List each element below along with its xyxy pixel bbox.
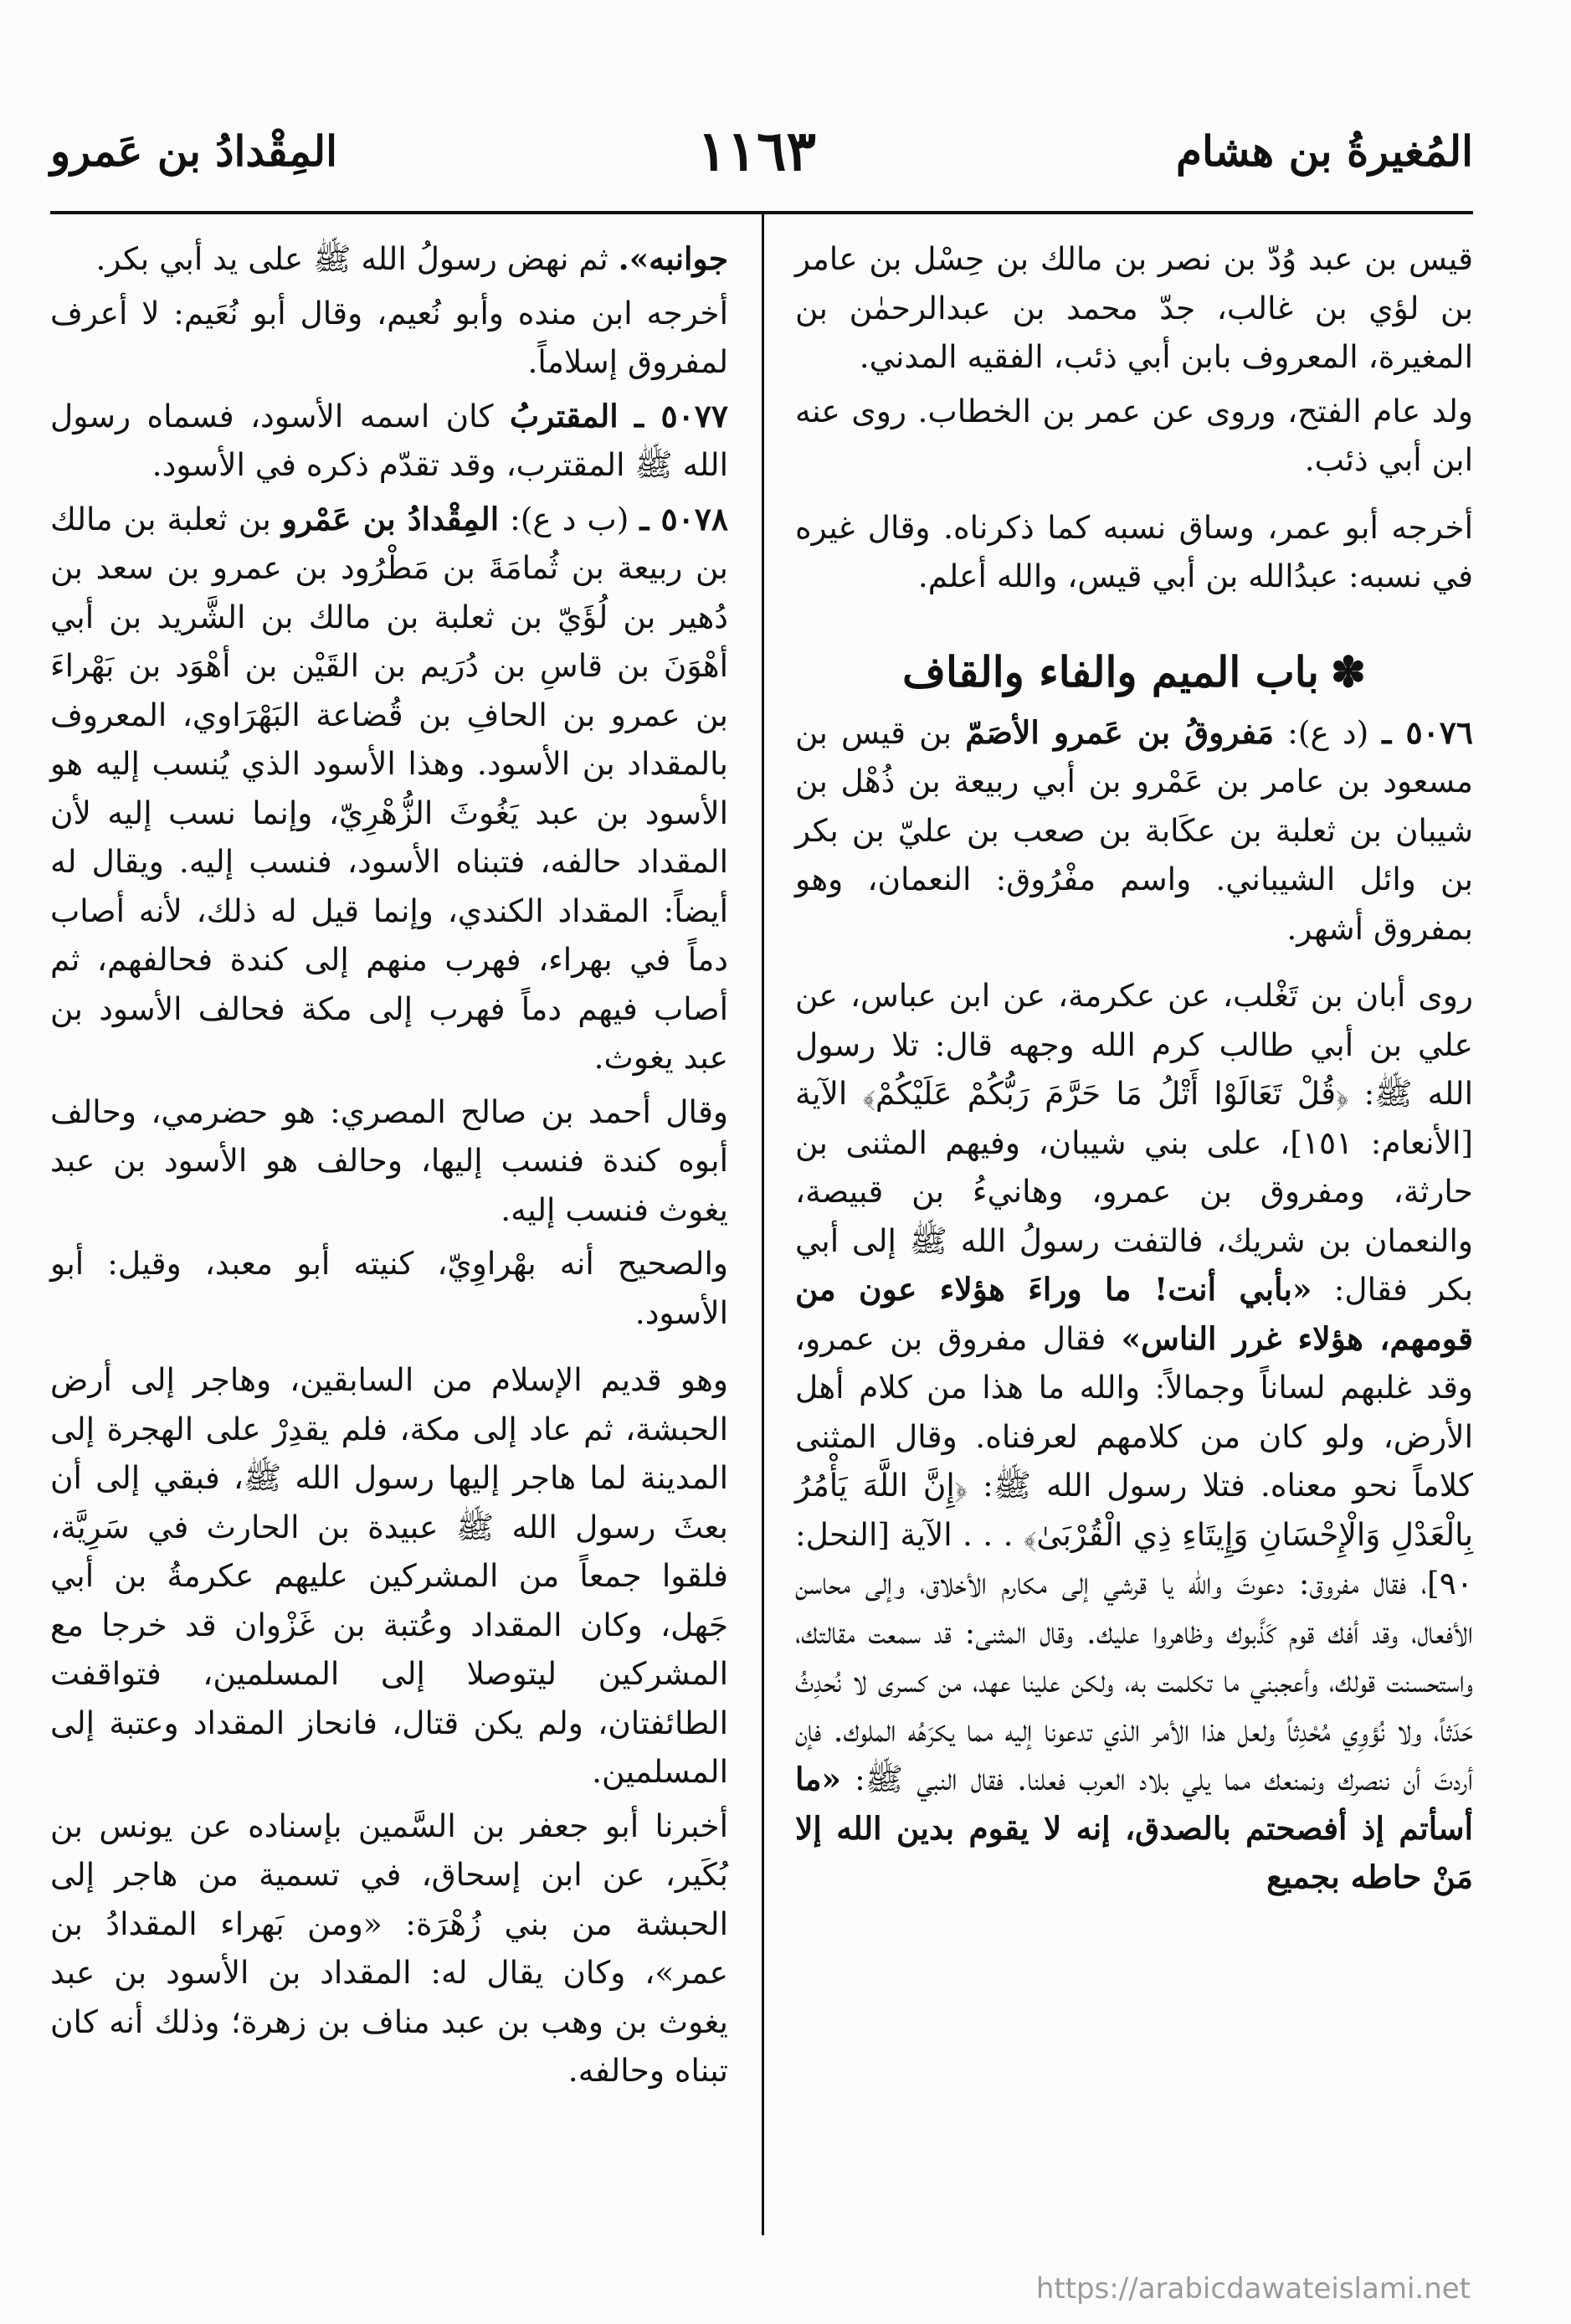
paragraph: أخرجه أبو عمر، وساق نسبه كما ذكرناه. وقال غيره في نسبه: عبدُالله بن أبي قيس، والله أعلم. [795, 508, 1473, 594]
paragraph-text: فقال مفروق بن عمرو، وقد غلبهم لساناً وجمالاً: والله ما هذا من كلام أهل الأرض، ولو كان من كلامهم لعرفناه. وقال المثنى كلاماً نحو معناه. فتلا رسول الله ﷺ: ﴿إِنَّ اللَّهَ يَأْمُرُ بِالْعَدْلِ وَالْإِحْسَانِ وَإِيتَاءِ ذِي الْقُرْبَىٰ﴾ . . . الآية [النحل: ٩٠]، فقال مفروق: دعوتَ والله يا قرشي إلى مكارم الأخلاق، وإلى محاسن الأفعال، وقد أفك قوم كَذَّبوك وظاهروا عليك. وقال المثنى: قد سمعت مقالتك، واستحسنت قولك، وأعجبني ما تكلمت به، ولكن علينا عهد، من كسرى لا نُحدِثُ حَدَثاً، ولا نُؤوِي مُحْدِثاً ولعل هذا الأمر الذي تدعونا إليه مما يكرَهُه الملوك. فإن أردتَ أن ننصرك ونمنعك مما يلي بلاد العرب فعلنا. فقال النبي ﷺ: [795, 1319, 1473, 1797]
star-icon: ✽ [1330, 646, 1366, 697]
entry-5077 [50, 392, 728, 490]
paragraph-text: روى أبان بن تَغْلب، عن عكرمة، عن ابن عباس، عن علي بن أبي طالب كرم الله وجهه قال: تلا رسول الله ﷺ: ﴿قُلْ تَعَالَوْا أَتْلُ مَا حَرَّمَ رَبُّكُمْ عَلَيْكُمْ﴾ الآية [الأنعام: ١٥١]، على بني شيبان، وفيهم المثنى بن حارثة، ومفروق بن عمرو، وهانيءُ بن قبيصة، والنعمان بن شريك، فالتفت رسولُ الله ﷺ إلى أبي بكر فقال: [795, 977, 1474, 1308]
entry-name: المِقْدادُ بن عَمْرو [281, 500, 500, 537]
header-left-title: المِقْدادُ بن عَمرو [50, 126, 337, 176]
paragraph: والصحيح أنه بهْراوِيّ، كنيته أبو معبد، وقيل: أبو الأسود. [50, 1245, 728, 1331]
entry-text: كان اسمه الأسود، فسماه رسول الله ﷺ المقترب، وقد تقدّم ذكره في الأسود. [50, 397, 728, 483]
entry-name: مَفروقُ بن عَمرو الأصَمّ [965, 713, 1275, 751]
quote-bold: «بأبي أنت! ما وراءَ هؤلاء عون من قومهم، هؤلاء غرر الناس» [795, 1271, 1473, 1357]
entry-code: (د ع): [1287, 713, 1369, 751]
paragraph [795, 971, 1473, 1902]
header-right-title: المُغيرةُ بن هشام [1176, 126, 1473, 176]
paragraph: أخرجه ابن منده وأبو نُعيم، وقال أبو نُعَيم: لا أعرف لمفروق إسلاماً. [50, 294, 728, 380]
section-heading [795, 643, 1473, 702]
paragraph: وهو قديم الإسلام من السابقين، وهاجر إلى أرض الحبشة، ثم عاد إلى مكة، فلم يقدِرْ على الهجرة إلى المدينة لما هاجر إليها رسول الله ﷺ، فبقي إلى أن بعثَ رسول الله ﷺ عبيدة بن الحارث في سَرِيَّة، فلقوا جمعاً من المشركين عليهم عكرمةُ بن أبي جَهل، وكان المقداد وعُتبة بن غَزْوان قد خرجا مع المشركين ليتوصلا إلى المسلمين، فتواقفت الطائفتان، ولم يكن قتال، فانحاز المقداد وعتبة إلى المسلمين. [50, 1361, 728, 1790]
watermark-url: https://arabicdawateislami.net [1035, 2272, 1471, 2306]
entry-text: بن قيس بن مسعود بن عامر بن عَمْرو بن أبي ربيعة بن ذُهْل بن شيبان بن ثعلبة بن عكَابة بن صعب بن عليّ بن بكر بن وائل الشيباني. واسم مفْرُوق: النعمان، وهو بمفروق أشهر. [795, 713, 1473, 947]
paragraph: قيس بن عبد وُدّ بن نصر بن مالك بن حِسْل بن عامر بن لؤي بن غالب، جدّ محمد بن عبدالرحمٰن بن المغيرة، المعروف بابن أبي ذئب، الفقيه المدني. [795, 240, 1473, 375]
entry-5078 [50, 495, 728, 1082]
paragraph [50, 234, 728, 284]
quote-bold: جوانبه». [618, 240, 728, 277]
book-page [50, 67, 1473, 2260]
page-header [50, 100, 1473, 201]
page-number: ١١٦٣ [697, 118, 816, 183]
entry-name: المقتربُ [509, 397, 619, 434]
entry-number: ٥٠٧٦ ـ [1382, 713, 1474, 751]
paragraph: ولد عام الفتح، وروى عن عمر بن الخطاب. روى عنه ابن أبي ذئب. [795, 392, 1473, 478]
entry-number: ٥٠٧٧ ـ [634, 397, 729, 434]
left-column [50, 234, 728, 2100]
paragraph: وقال أحمد بن صالح المصري: هو حضرمي، وحالف أبوه كندة فنسب إليها، وحالف هو الأسود بن عبد يغوث فنسب إليه. [50, 1093, 728, 1228]
section-heading-text: باب الميم والفاء والقاف [902, 646, 1319, 697]
paragraph: أخبرنا أبو جعفر بن السَّمين بإسناده عن يونس بن بُكَير، عن ابن إسحاق، في تسمية من هاجر إلى الحبشة من بني زُهْرَة: «ومن بَهراء المقدادُ بن عمر»، وكان يقال له: المقداد بن الأسود بن عبد يغوث بن وهب بن عبد مناف بن زهرة؛ وذلك أنه كان تبناه وحالفه. [50, 1807, 728, 2089]
quote-bold: «ما أسأتم إذ أفصحتم بالصدق، إنه لا يقوم بدين الله إلا مَنْ حاطه بجميع [795, 1761, 1473, 1895]
entry-5076 [795, 708, 1473, 954]
column-divider [762, 214, 764, 2235]
right-column [795, 234, 1473, 1907]
entry-text: بن ثعلبة بن مالك بن ربيعة بن ثُمامَةَ بن مَطْرُود بن عمرو بن سعد بن دُهير بن لُؤَيّ بن ثعلبة بن مالك بن الشَّريد بن أبي أهْوَنَ بن قاسِ بن دُرَيم بن القَيْن بن أهْوَد بن بَهْراءَ بن عمرو بن الحافِ بن قُضاعة البَهْرَاوي، المعروف بالمقداد بن الأسود. وهذا الأسود الذي يُنسب إليه هو الأسود بن عبد يَغُوثَ الزُّهْرِيّ، وإنما نسب إليه لأن المقداد حالفه، فتبناه الأسود، فنسب إليه. ويقال له أيضاً: المقداد الكندي، وإنما قيل له ذلك، لأنه أصاب دماً في بهراء، فهرب منهم إلى كندة فحالفهم، ثم أصاب فيهم دماً فهرب إلى مكة فحالف الأسود بن عبد يغوث. [50, 500, 728, 1076]
paragraph-text: ثم نهض رسولُ الله ﷺ على يد أبي بكر. [95, 240, 608, 277]
entry-number: ٥٠٧٨ ـ [639, 500, 729, 537]
entry-code: (ب د ع): [510, 500, 629, 537]
